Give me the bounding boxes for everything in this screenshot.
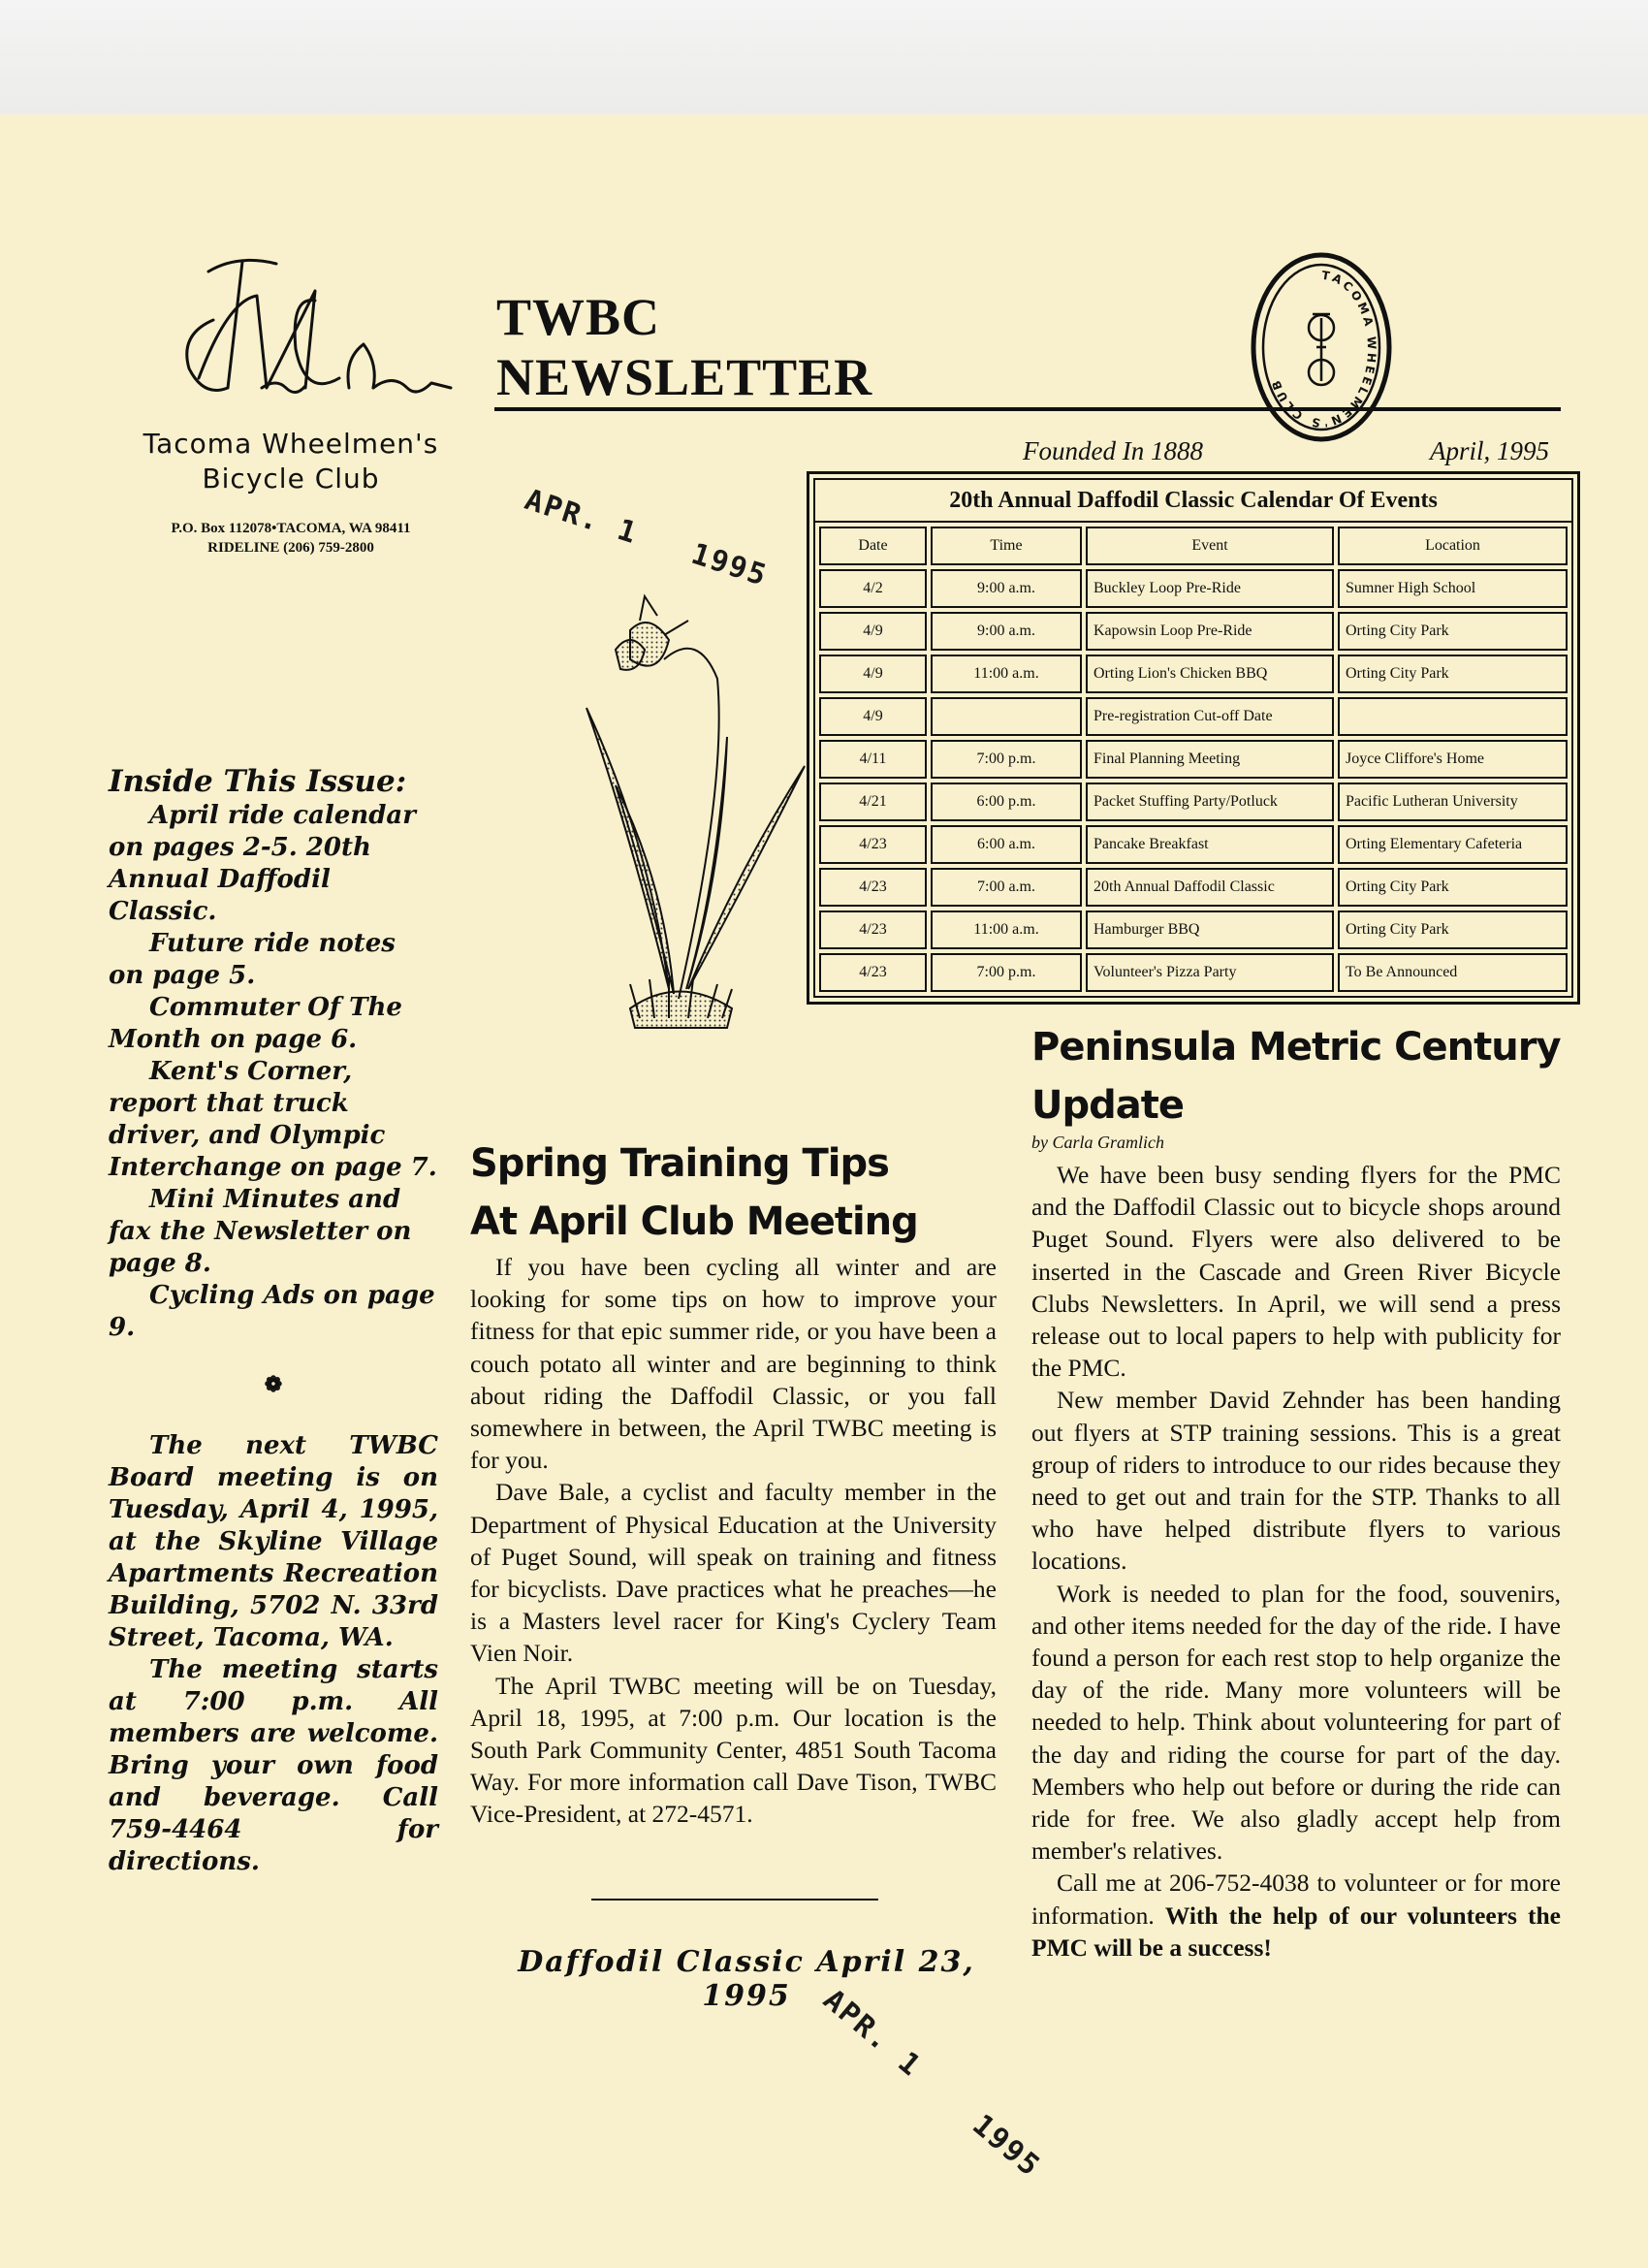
daffodil-classic-banner: Daffodil Classic April 23, 1995 — [518, 1945, 975, 2013]
event-date: 4/23 — [819, 910, 927, 949]
event-location: Joyce Cliffore's Home — [1338, 740, 1568, 779]
pmc-article — [1031, 1159, 1561, 1964]
event-location: Sumner High School — [1338, 569, 1568, 608]
seal-text: TACOMA WHEELMEN'S CLUB — [1268, 268, 1379, 431]
event-date: 4/23 — [819, 953, 927, 992]
closing-emphasis: With the help of our volunteers the PMC will be a success! — [1031, 1901, 1561, 1962]
event-time: 11:00 a.m. — [931, 910, 1082, 949]
inside-this-issue-sidebar — [109, 766, 438, 1878]
club-name-line2: Bicycle Club — [202, 463, 380, 495]
event-date: 4/23 — [819, 825, 927, 864]
article-paragraph: New member David Zehnder has been handing out flyers at STP training sessions. This is a great group of riders to introduce to our rides because they need to get out and train for the STP. Thanks to all who have helped distribute flyers to various locations. — [1031, 1386, 1561, 1576]
event-name: Packet Stuffing Party/Potluck — [1086, 783, 1334, 821]
headline-line1: Spring Training Tips — [470, 1141, 889, 1186]
event-location: Orting City Park — [1338, 655, 1568, 693]
masthead-rule — [494, 407, 1561, 411]
club-monogram-logo — [170, 242, 460, 422]
event-name: Buckley Loop Pre-Ride — [1086, 569, 1334, 608]
event-time: 7:00 a.m. — [931, 868, 1082, 907]
club-name — [116, 427, 465, 496]
header-date: Date — [819, 527, 927, 565]
event-location: Orting City Park — [1338, 612, 1568, 651]
stamp-month: APR. 1 — [521, 483, 643, 552]
event-time: 6:00 a.m. — [931, 825, 1082, 864]
calendar-row — [819, 953, 1568, 992]
event-name: Kapowsin Loop Pre-Ride — [1086, 612, 1334, 651]
event-location: Pacific Lutheran University — [1338, 783, 1568, 821]
spring-training-article — [470, 1251, 997, 1831]
newsletter-title — [496, 287, 872, 407]
headline-line2: At April Club Meeting — [470, 1199, 918, 1244]
header-time: Time — [931, 527, 1082, 565]
sidebar-heading: Inside This Issue: — [109, 764, 407, 799]
event-location — [1338, 697, 1568, 736]
headline-line2: Update — [1031, 1083, 1184, 1128]
event-location: Orting City Park — [1338, 868, 1568, 907]
stamp-month: APR. 1 — [816, 1983, 929, 2085]
daffodil-illustration — [572, 591, 814, 1076]
calendar-row — [819, 868, 1568, 907]
event-name: Orting Lion's Chicken BBQ — [1086, 655, 1334, 693]
header-location: Location — [1338, 527, 1568, 565]
calendar-header-row — [819, 527, 1568, 565]
event-time: 9:00 a.m. — [931, 569, 1082, 608]
header-event: Event — [1086, 527, 1334, 565]
event-location: Orting City Park — [1338, 910, 1568, 949]
stamp-year: 1995 — [966, 2107, 1048, 2185]
event-location: Orting Elementary Cafeteria — [1338, 825, 1568, 864]
sidebar-item: Future ride notes on page 5. — [109, 929, 396, 990]
calendar-row — [819, 655, 1568, 693]
calendar-of-events — [807, 471, 1580, 1005]
calendar-row — [819, 697, 1568, 736]
board-meeting-notice: The next TWBC Board meeting is on Tuesday, April 4, 1995, at the Skyline Village Apartments Recreation Building, 5702 N. 33rd Street, Tacoma, WA. — [109, 1431, 438, 1652]
sidebar-item: Commuter Of The Month on page 6. — [109, 993, 402, 1054]
scan-background — [0, 0, 1648, 114]
title-line1: TWBC — [496, 288, 661, 346]
sidebar-item: April ride calendar on pages 2-5. 20th Annual Daffodil Classic. — [109, 801, 416, 926]
closing-text: Call me at 206-752-4038 to volunteer or for more information. — [1031, 1869, 1561, 1930]
event-name: Pancake Breakfast — [1086, 825, 1334, 864]
event-time — [931, 697, 1082, 736]
calendar-row — [819, 612, 1568, 651]
article-closing — [1031, 1867, 1561, 1964]
event-name: Pre-registration Cut-off Date — [1086, 697, 1334, 736]
event-time: 6:00 p.m. — [931, 783, 1082, 821]
article-paragraph: Work is needed to plan for the food, souvenirs, and other items needed for the day of the ride. I have found a person for each rest stop to help organize the day of the ride. Many more volunteers will be needed to help. Think about volunteering for part of the day and riding the course for part of the day. Members who help out before or during the ride can ride for free. We also gladly accept help from member's relatives. — [1031, 1579, 1561, 1866]
event-location: To Be Announced — [1338, 953, 1568, 992]
sidebar-item: Cycling Ads on page 9. — [109, 1281, 435, 1342]
event-date: 4/9 — [819, 612, 927, 651]
article-divider — [591, 1899, 878, 1901]
svg-text:TACOMA WHEELMEN'S CLUB — [1268, 269, 1379, 431]
calendar-frame — [813, 478, 1573, 998]
event-time: 7:00 p.m. — [931, 953, 1082, 992]
event-date: 4/21 — [819, 783, 927, 821]
club-address: P.O. Box 112078•TACOMA, WA 98411 — [171, 521, 411, 536]
event-date: 4/2 — [819, 569, 927, 608]
article-paragraph: The April TWBC meeting will be on Tuesday, April 18, 1995, at 7:00 p.m. Our location is the South Park Community Center, 4851 South Tacoma Way. For more information call Dave Tison, TWBC Vice-President, at 272-4571. — [470, 1671, 997, 1829]
calendar-row — [819, 740, 1568, 779]
calendar-title: 20th Annual Daffodil Classic Calendar Of Events — [815, 480, 1571, 523]
article-paragraph: If you have been cycling all winter and are looking for some tips on how to improve your fitness for that epic summer ride, or you have been a couch potato all winter and are beginning to think about riding the Daffodil Classic, or you fall somewhere in between, the April TWBC meeting is for you. — [470, 1253, 997, 1475]
event-time: 7:00 p.m. — [931, 740, 1082, 779]
pmc-headline — [1031, 1018, 1574, 1134]
calendar-table — [815, 523, 1571, 996]
flower-ornament-icon: ❁ — [264, 1372, 283, 1397]
bicycle-icon — [1309, 314, 1334, 385]
calendar-row — [819, 783, 1568, 821]
event-date: 4/9 — [819, 655, 927, 693]
event-time: 11:00 a.m. — [931, 655, 1082, 693]
sidebar-item: Mini Minutes and fax the Newsletter on page 8. — [109, 1185, 412, 1278]
calendar-row — [819, 910, 1568, 949]
article-paragraph: We have been busy sending flyers for the PMC and the Daffodil Classic out to bicycle shops around Puget Sound. Flyers were also delivered to be inserted in the Cascade and Green River Bicycle Clubs Newsletters. In April, we will send a press release out to local papers to help with publicity for the PMC. — [1031, 1161, 1561, 1383]
event-name: Hamburger BBQ — [1086, 910, 1334, 949]
event-date: 4/23 — [819, 868, 927, 907]
event-name: Final Planning Meeting — [1086, 740, 1334, 779]
article-paragraph: Dave Bale, a cyclist and faculty member in the Department of Physical Education at the University of Puget Sound, will speak on training and fitness for bicyclists. Dave practices what he preaches—he is a Masters level racer for King's Cyclery Team Vien Noir. — [470, 1478, 997, 1668]
issue-date: April, 1995 — [1430, 436, 1550, 465]
title-line2: NEWSLETTER — [496, 348, 873, 406]
headline-line1: Peninsula Metric Century — [1031, 1025, 1561, 1070]
club-rideline: RIDELINE (206) 759-2800 — [207, 540, 374, 556]
calendar-row — [819, 569, 1568, 608]
calendar-row — [819, 825, 1568, 864]
club-seal — [1249, 250, 1394, 444]
founded-line: Founded In 1888 — [1023, 436, 1203, 465]
event-date: 4/11 — [819, 740, 927, 779]
stamp-year: 1995 — [686, 536, 773, 593]
club-name-line1: Tacoma Wheelmen's — [143, 428, 439, 460]
event-name: Volunteer's Pizza Party — [1086, 953, 1334, 992]
event-date: 4/9 — [819, 697, 927, 736]
event-time: 9:00 a.m. — [931, 612, 1082, 651]
pmc-byline: by Carla Gramlich — [1031, 1133, 1164, 1152]
event-name: 20th Annual Daffodil Classic — [1086, 868, 1334, 907]
sidebar-item: Kent's Corner, report that truck driver, and Olympic Interchange on page 7. — [109, 1057, 437, 1182]
board-meeting-details: The meeting starts at 7:00 p.m. All members are welcome. Bring your own food and beverage. Call 759-4464 for directions. — [109, 1655, 438, 1876]
club-address-block — [116, 519, 465, 558]
spring-training-headline — [470, 1134, 1013, 1251]
